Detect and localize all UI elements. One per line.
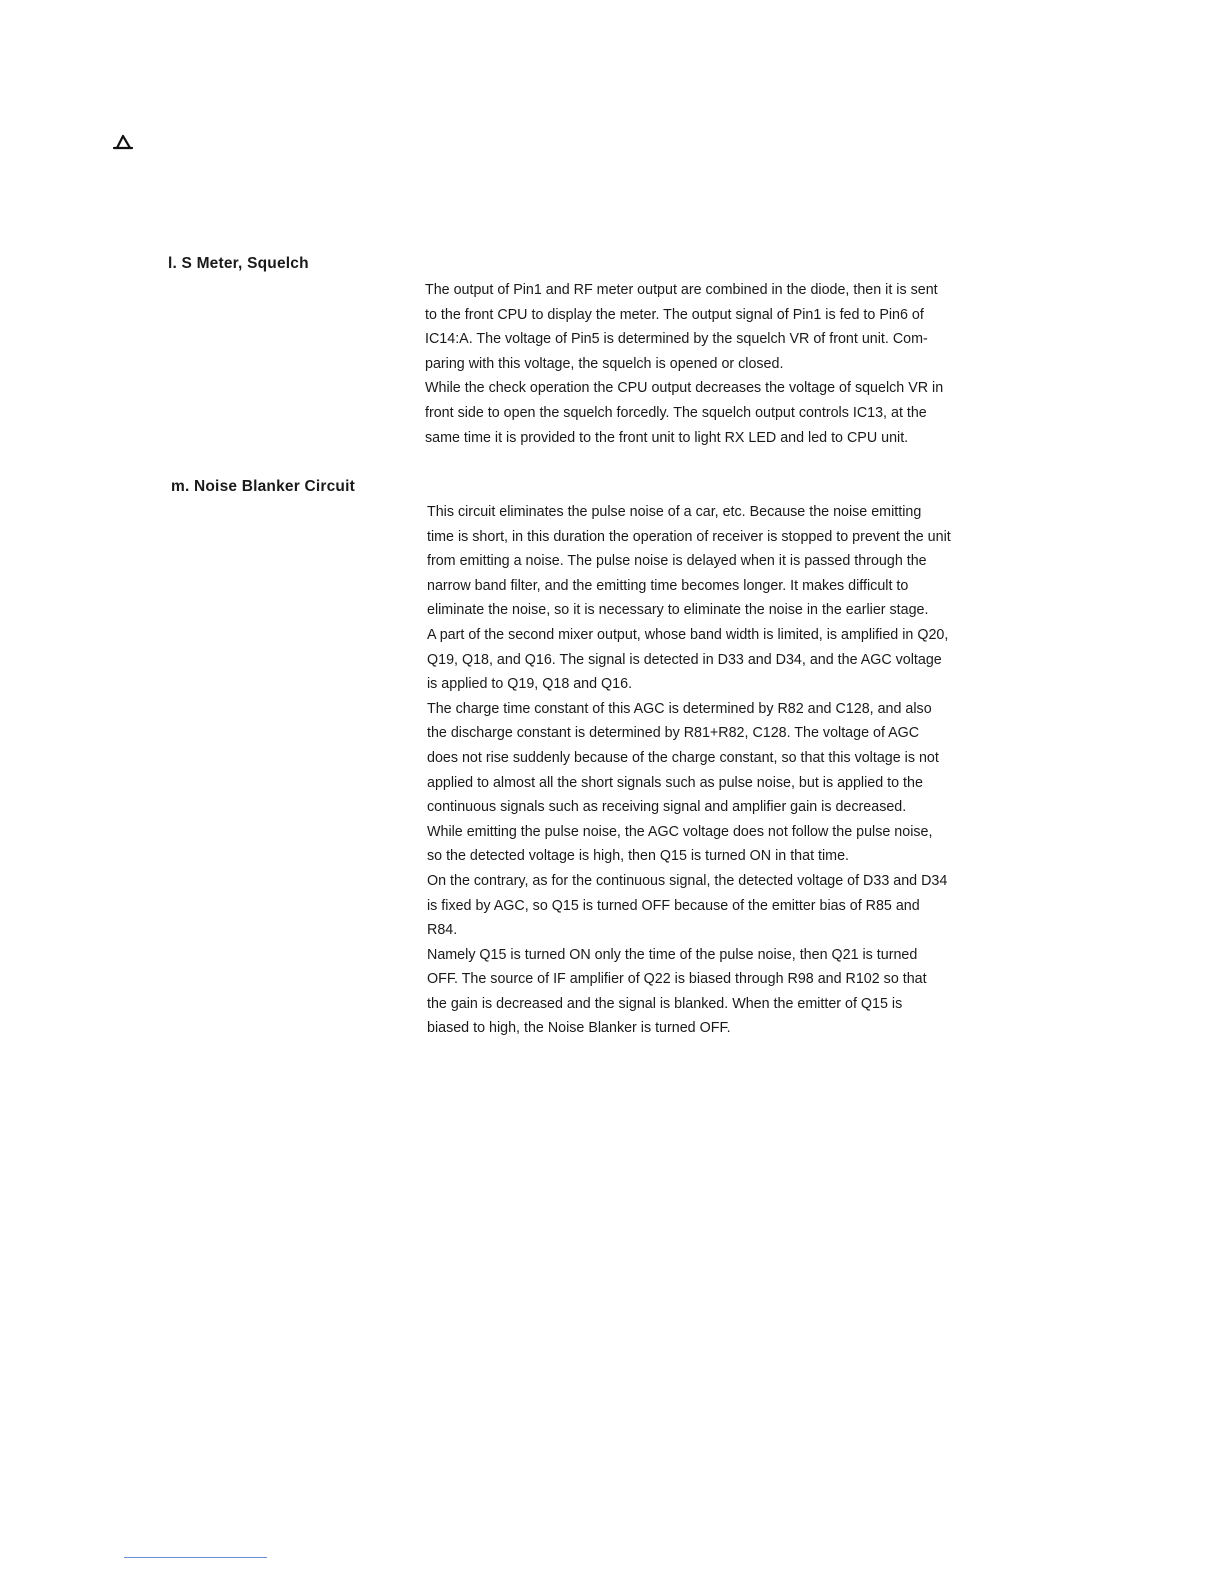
body-line: On the contrary, as for the continuous signal, the detected voltage of D33 and D34 [427, 872, 948, 889]
body-line: IC14:A. The voltage of Pin5 is determined by the squelch VR of front unit. Com- [425, 331, 928, 348]
body-line: time is short, in this duration the operation of receiver is stopped to prevent the unit [427, 528, 951, 545]
body-line: applied to almost all the short signals such as pulse noise, but is applied to the [427, 774, 923, 791]
body-line: the gain is decreased and the signal is blanked. When the emitter of Q15 is [427, 995, 903, 1012]
body-line: While the check operation the CPU output decreases the voltage of squelch VR in [425, 380, 944, 397]
body-line: from emitting a noise. The pulse noise is delayed when it is passed through the [427, 553, 927, 570]
body-line: is fixed by AGC, so Q15 is turned OFF because of the emitter bias of R85 and [427, 897, 920, 914]
body-line: eliminate the noise, so it is necessary to eliminate the noise in the earlier stage. [427, 602, 929, 619]
body-line: is applied to Q19, Q18 and Q16. [427, 676, 633, 693]
body-line: biased to high, the Noise Blanker is turned OFF. [427, 1020, 731, 1037]
section-heading-s-meter-squelch: l. S Meter, Squelch [168, 255, 309, 272]
body-line: continuous signals such as receiving signal and amplifier gain is decreased. [427, 799, 907, 816]
body-line: paring with this voltage, the squelch is opened or closed. [425, 355, 784, 372]
body-line: does not rise suddenly because of the charge constant, so that this voltage is not [427, 749, 939, 766]
body-line: front side to open the squelch forcedly. The squelch output controls IC13, at the [425, 404, 927, 421]
body-line: R84. [427, 922, 458, 939]
body-line: A part of the second mixer output, whose band width is limited, is amplified in Q20, [427, 626, 949, 643]
handwritten-page-mark [110, 132, 136, 154]
section-body-noise-blanker [427, 500, 1037, 1041]
body-line: to the front CPU to display the meter. The output signal of Pin1 is fed to Pin6 of [425, 306, 924, 323]
body-line: Q19, Q18, and Q16. The signal is detected in D33 and D34, and the AGC voltage [427, 651, 942, 668]
body-line: This circuit eliminates the pulse noise of a car, etc. Because the noise emitting [427, 504, 922, 520]
body-line: The output of Pin1 and RF meter output are combined in the diode, then it is sent [425, 282, 938, 298]
body-line: so the detected voltage is high, then Q15 is turned ON in that time. [427, 848, 850, 865]
body-line: OFF. The source of IF amplifier of Q22 is biased through R98 and R102 so that [427, 971, 927, 988]
section-body-s-meter-squelch [425, 278, 1035, 450]
footer-rule [124, 1557, 267, 1558]
body-line: same time it is provided to the front unit to light RX LED and led to CPU unit. [425, 429, 909, 446]
body-line: narrow band filter, and the emitting time becomes longer. It makes difficult to [427, 577, 909, 594]
body-line: The charge time constant of this AGC is determined by R82 and C128, and also [427, 700, 932, 717]
body-line: Namely Q15 is turned ON only the time of the pulse noise, then Q21 is turned [427, 946, 918, 963]
section-heading-noise-blanker: m. Noise Blanker Circuit [171, 478, 355, 495]
body-line: the discharge constant is determined by R81+R82, C128. The voltage of AGC [427, 725, 920, 742]
body-line: While emitting the pulse noise, the AGC voltage does not follow the pulse noise, [427, 823, 933, 840]
